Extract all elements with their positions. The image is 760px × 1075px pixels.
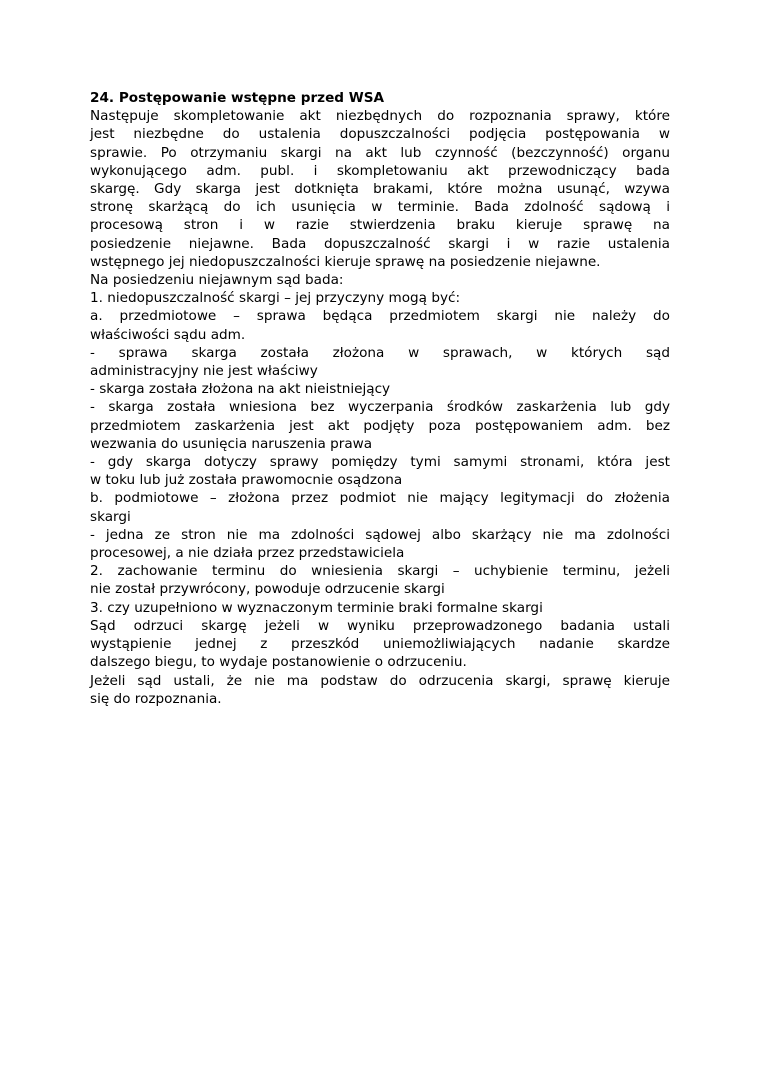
paragraph: [90, 453, 670, 489]
paragraph: [90, 489, 670, 525]
text-line: właściwości sądu adm.: [90, 326, 246, 343]
text-line: - skarga została złożona na akt nieistniejący: [90, 381, 391, 398]
text-line: procesową stron i w razie stwierdzenia braku kieruje sprawę na: [90, 217, 670, 234]
text-line: - sprawa skarga została złożona w sprawach, w których sąd: [90, 344, 670, 361]
document-page: [90, 89, 670, 708]
text-line: wezwania do usunięcia naruszenia prawa: [90, 435, 373, 452]
text-line: Sąd odrzuci skargę jeżeli w wyniku przeprowadzonego badania ustali: [90, 617, 670, 634]
paragraph: [90, 398, 670, 453]
paragraph: [90, 599, 670, 617]
text-line: dalszego biegu, to wydaje postanowienie o odrzuceniu.: [90, 654, 467, 671]
text-line: procesowej, a nie działa przez przedstawiciela: [90, 545, 405, 562]
text-line: administracyjny nie jest właściwy: [90, 363, 318, 380]
text-line: w toku lub już została prawomocnie osądzona: [90, 472, 403, 489]
text-line: skargi: [90, 508, 131, 525]
text-line: - jedna ze stron nie ma zdolności sądowej albo skarżący nie ma zdolności: [90, 526, 670, 543]
document-title: 24. Postępowanie wstępne przed WSA: [90, 90, 385, 106]
text-line: - skarga została wniesiona bez wyczerpania środków zaskarżenia lub gdy: [90, 399, 670, 416]
paragraph: [90, 289, 670, 307]
document-body: [90, 107, 670, 708]
text-line: a. przedmiotowe – sprawa będąca przedmiotem skargi nie należy do: [90, 308, 670, 325]
text-line: jest niezbędne do ustalenia dopuszczalności podjęcia postępowania w: [90, 126, 670, 143]
text-line: wykonującego adm. publ. i skompletowaniu akt przewodniczący bada: [90, 162, 670, 179]
text-line: stronę skarżącą do ich usunięcia w terminie. Bada zdolność sądową i: [90, 199, 670, 216]
text-line: skargę. Gdy skarga jest dotknięta brakami, które można usunąć, wzywa: [90, 181, 670, 198]
text-line: nie został przywrócony, powoduje odrzucenie skargi: [90, 581, 445, 598]
text-line: 1. niedopuszczalność skargi – jej przyczyny mogą być:: [90, 290, 461, 307]
paragraph: [90, 526, 670, 562]
text-line: przedmiotem zaskarżenia jest akt podjęty poza postępowaniem adm. bez: [90, 417, 670, 434]
text-line: wstępnego jej niedopuszczalności kieruje sprawę na posiedzenie niejawne.: [90, 253, 601, 270]
text-line: 3. czy uzupełniono w wyznaczonym terminie braki formalne skargi: [90, 599, 543, 616]
text-line: się do rozpoznania.: [90, 690, 222, 707]
paragraph: [90, 380, 670, 398]
paragraph: [90, 617, 670, 672]
text-line: Następuje skompletowanie akt niezbędnych do rozpoznania sprawy, które: [90, 108, 670, 125]
text-line: - gdy skarga dotyczy sprawy pomiędzy tymi samymi stronami, która jest: [90, 454, 670, 471]
text-line: wystąpienie jednej z przeszkód uniemożliwiających nadanie skardze: [90, 636, 670, 653]
text-line: Na posiedzeniu niejawnym sąd bada:: [90, 272, 344, 289]
paragraph: [90, 307, 670, 343]
paragraph: [90, 271, 670, 289]
paragraph: [90, 107, 670, 271]
paragraph: [90, 344, 670, 380]
text-line: Jeżeli sąd ustali, że nie ma podstaw do odrzucenia skargi, sprawę kieruje: [90, 672, 670, 689]
text-line: sprawie. Po otrzymaniu skargi na akt lub czynność (bezczynność) organu: [90, 144, 670, 161]
text-line: posiedzenie niejawne. Bada dopuszczalność skargi i w razie ustalenia: [90, 235, 670, 252]
paragraph: [90, 672, 670, 708]
text-line: 2. zachowanie terminu do wniesienia skargi – uchybienie terminu, jeżeli: [90, 563, 670, 580]
text-line: b. podmiotowe – złożona przez podmiot nie mający legitymacji do złożenia: [90, 490, 670, 507]
paragraph: [90, 562, 670, 598]
